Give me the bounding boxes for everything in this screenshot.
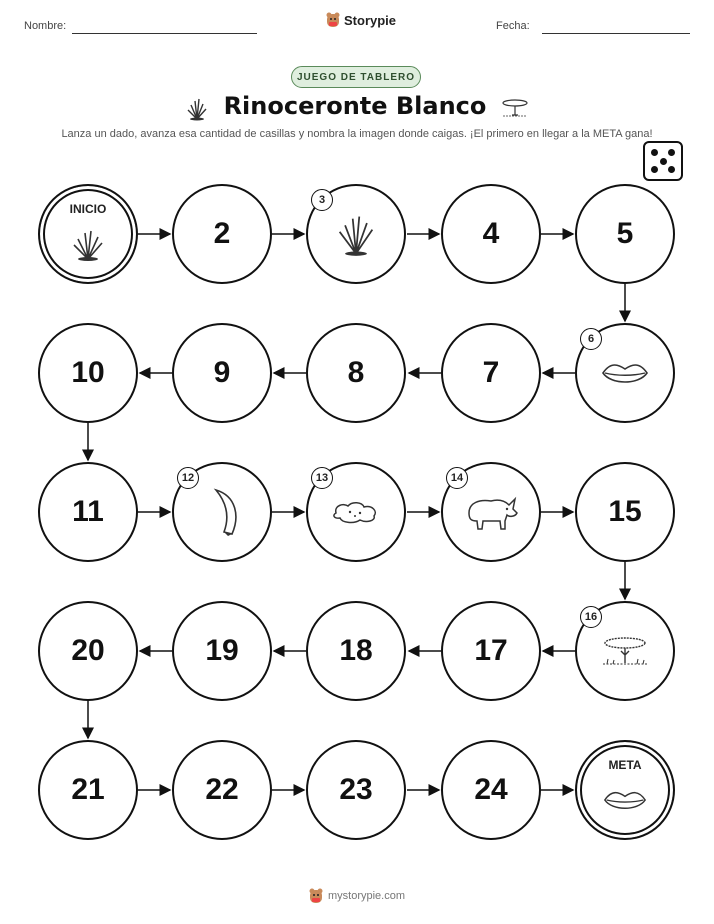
cell-number-tag: 14 — [446, 467, 468, 489]
footer — [0, 888, 714, 904]
brand-name: Storypie — [344, 12, 397, 28]
cell-number-tag: 3 — [311, 189, 333, 211]
cell-number: 21 — [71, 773, 105, 806]
board-cell — [441, 184, 541, 284]
cell-number: 2 — [213, 217, 231, 250]
lips-icon — [601, 359, 649, 387]
cell-number: 8 — [347, 356, 365, 389]
cell-number: 18 — [339, 634, 373, 667]
board-cell — [172, 601, 272, 701]
cell-number: 9 — [213, 356, 231, 389]
rhino-icon — [463, 491, 519, 533]
title-text: Rinoceronte Blanco — [223, 92, 487, 120]
cell-number: 15 — [608, 495, 642, 528]
cell-number-tag: 13 — [311, 467, 333, 489]
board-cell-finish — [575, 740, 675, 840]
board-cell — [441, 323, 541, 423]
cell-number: 7 — [482, 356, 500, 389]
board-cell — [575, 462, 675, 562]
board-cell-picture — [306, 462, 406, 562]
board-cell — [306, 323, 406, 423]
lips-icon — [603, 787, 647, 813]
date-label: Fecha: — [496, 20, 530, 32]
mud-icon — [330, 497, 382, 527]
game-type-badge: JUEGO DE TABLERO — [291, 66, 421, 88]
horn-icon — [202, 486, 242, 538]
cell-number-tag: 6 — [580, 328, 602, 350]
cell-number: 22 — [205, 773, 239, 806]
cell-number: 24 — [474, 773, 508, 806]
board-cell — [441, 601, 541, 701]
bear-mascot-icon — [309, 888, 323, 904]
name-label: Nombre: — [24, 20, 67, 32]
cell-number: 5 — [616, 217, 634, 250]
cell-number-tag: 12 — [177, 467, 199, 489]
board-cell — [575, 184, 675, 284]
cell-number: 19 — [205, 634, 239, 667]
board-cell-picture — [575, 601, 675, 701]
board-cell-picture — [441, 462, 541, 562]
board-cell — [172, 740, 272, 840]
cell-number: 11 — [72, 495, 104, 528]
cell-number: 20 — [71, 634, 105, 667]
instructions: Lanza un dado, avanza esa cantidad de casillas y nombra la imagen donde caigas. ¡El primero en llegar a la META gana! — [61, 128, 653, 140]
board-cell — [441, 740, 541, 840]
board-cell — [38, 601, 138, 701]
board-cell-start — [38, 184, 138, 284]
board-cell — [172, 184, 272, 284]
cell-number-tag: 16 — [580, 606, 602, 628]
board-cell — [306, 740, 406, 840]
board-cell-picture — [306, 184, 406, 284]
board-cell-picture — [575, 323, 675, 423]
board-cell — [38, 323, 138, 423]
cell-number: 10 — [71, 356, 105, 389]
board-cell — [306, 601, 406, 701]
board-cell — [38, 462, 138, 562]
board-cell-picture — [172, 462, 272, 562]
cell-number: 4 — [482, 217, 500, 250]
grass-icon — [334, 210, 378, 258]
savanna-tree-icon — [599, 631, 651, 671]
board-cell — [38, 740, 138, 840]
grass-icon — [68, 223, 108, 263]
cell-number: 23 — [339, 773, 373, 806]
cell-number: 17 — [474, 634, 508, 667]
cell-caption: INICIO — [69, 202, 107, 216]
board-cell — [172, 323, 272, 423]
footer-url[interactable]: mystorypie.com — [327, 890, 406, 902]
cell-caption: META — [608, 758, 642, 772]
